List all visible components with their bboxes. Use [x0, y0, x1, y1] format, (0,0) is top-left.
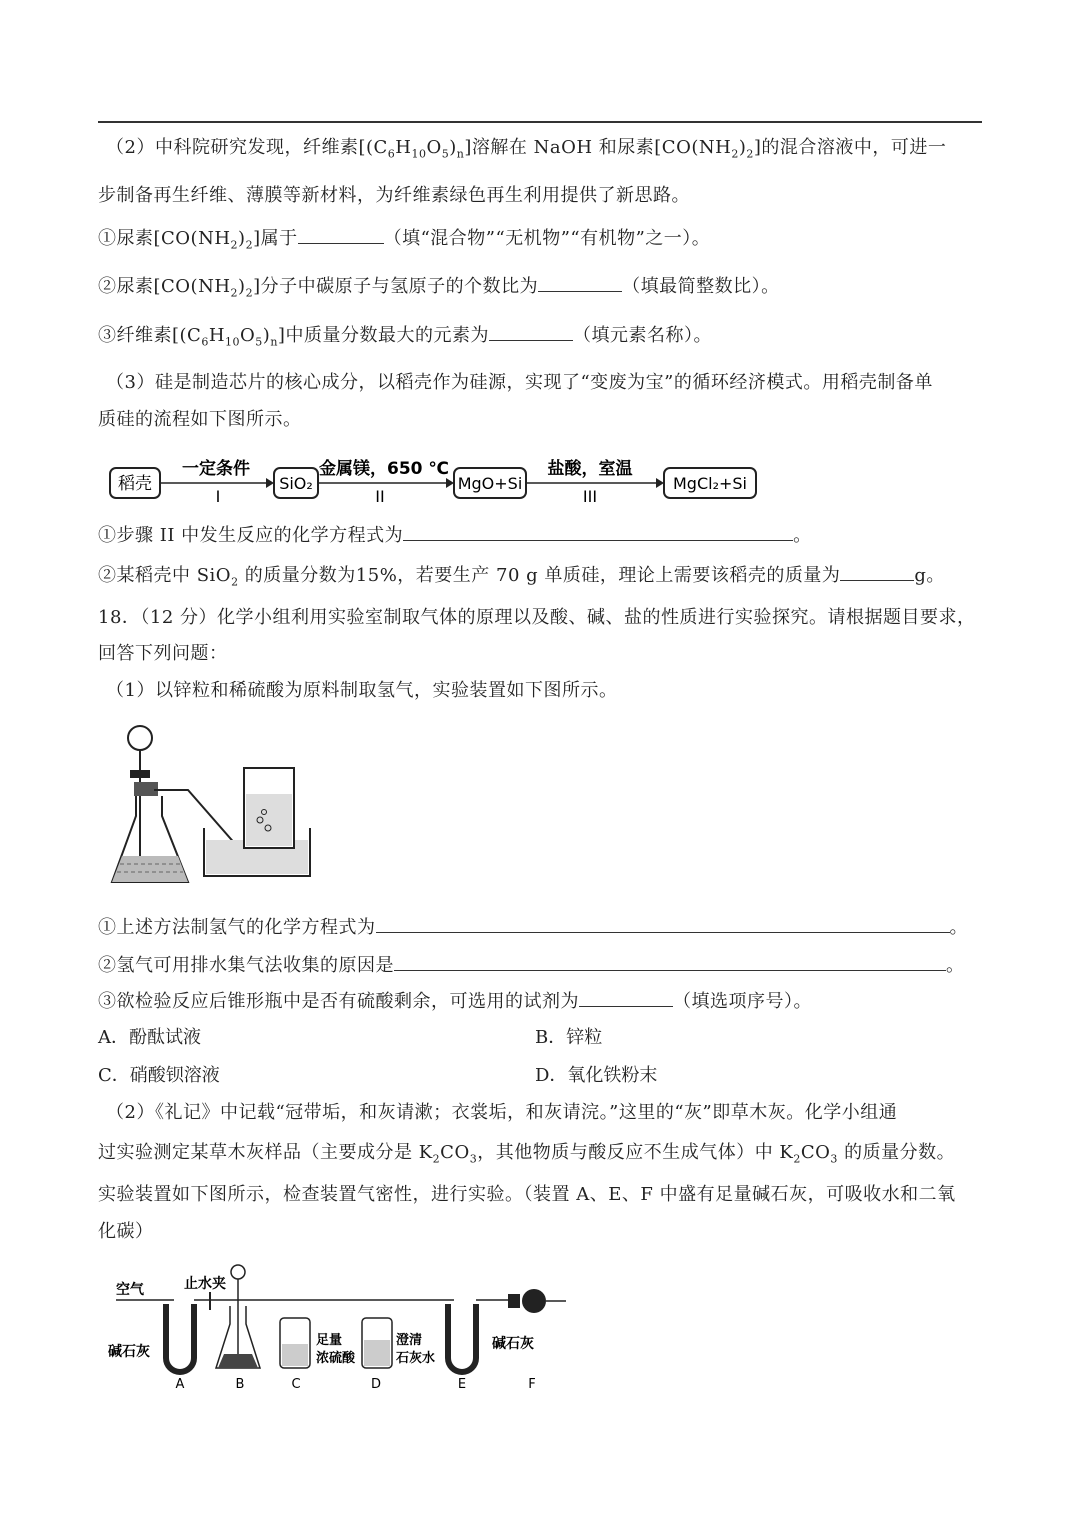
text: O [426, 137, 442, 158]
funnel-b [231, 1265, 245, 1279]
arrow-1-condition: 一定条件 [182, 459, 250, 479]
label-a: A [175, 1377, 185, 1392]
text: ②尿素[CO(NH [98, 276, 231, 297]
label-lime-d-1: 澄清 [396, 1333, 423, 1348]
arrow-2-condition: 金属镁，650 ℃ [319, 459, 449, 479]
u-tube-a [166, 1304, 194, 1372]
arrow-2-step: II [375, 487, 385, 506]
q17-2-line2: 步制备再生纤维、薄膜等新材料，为纤维素绿色再生利用提供了新思路。 [98, 185, 690, 206]
label-e: E [457, 1377, 467, 1392]
sub: n [456, 147, 465, 161]
label-air: 空气 [116, 1282, 144, 1298]
q17-3-sub1 [98, 522, 812, 548]
text: ) [449, 137, 457, 158]
text: ) [262, 325, 271, 346]
option-d[interactable]: D．氧化铁粉末 [535, 1065, 658, 1086]
q17-3-line2: 质硅的流程如下图所示。 [98, 409, 302, 430]
flow-box-4-label: MgCl₂+Si [673, 474, 747, 493]
sub: 10 [411, 147, 427, 161]
text: g。 [914, 565, 945, 586]
sub: 2 [432, 1152, 441, 1166]
answer-blank[interactable] [489, 322, 573, 341]
text: 的质量分数。 [837, 1142, 956, 1163]
arrowhead [656, 478, 664, 488]
text: ]属于 [253, 228, 298, 249]
stopcock [130, 770, 150, 778]
q17-3-sub2 [98, 562, 945, 595]
arrowhead [446, 478, 454, 488]
q18-1-intro: （1）以锌粒和稀硫酸为原料制取氢气，实验装置如下图所示。 [106, 680, 618, 701]
sub: 2 [231, 575, 239, 589]
label-acid-c-2: 浓硫酸 [316, 1351, 356, 1366]
label-acid-c-1: 足量 [316, 1333, 343, 1348]
jar-water [246, 794, 292, 846]
text: 的质量分数为15%，若要生产 70 g 单质硅，理论上需要该稻壳的质量为 [238, 565, 841, 586]
text: ③纤维素[(C [98, 325, 202, 346]
sub: 5 [255, 335, 263, 349]
label-soda-lime-e: 碱石灰 [492, 1336, 534, 1352]
text: 。 [946, 955, 965, 976]
flow-box-3-label: MgO+Si [457, 474, 523, 493]
q18-2-line2 [98, 1141, 955, 1172]
arrow-3-condition: 盐酸，室温 [547, 459, 633, 479]
label-b: B [235, 1377, 245, 1392]
sub: 3 [830, 1152, 838, 1166]
sub: 2 [793, 1152, 801, 1166]
text: ]的混合溶液中，可进一 [753, 137, 947, 158]
answer-blank[interactable] [403, 522, 793, 541]
text: ) [738, 137, 747, 158]
q18-1-sub1 [98, 914, 968, 940]
sub: 2 [746, 147, 754, 161]
text: ]溶解在 NaOH 和尿素[CO(NH [464, 137, 732, 158]
text: （填元素名称）。 [572, 325, 712, 346]
label-f: F [528, 1377, 536, 1392]
label-lime-d-2: 石灰水 [396, 1351, 436, 1366]
text: ②某稻壳中 SiO [98, 565, 232, 586]
q17-2-intro [106, 136, 946, 167]
text: （填最简整数比）。 [622, 276, 780, 297]
q18-2-line4: 化碳） [98, 1221, 154, 1242]
arrow-1-step: I [215, 487, 221, 506]
arrow-3-step: III [582, 487, 598, 506]
text: H [208, 325, 226, 346]
text: O [240, 325, 256, 346]
option-a[interactable]: A．酚酞试液 [98, 1027, 201, 1048]
answer-blank[interactable] [538, 273, 622, 292]
sub: 2 [245, 286, 254, 300]
q18-2-line3: 实验装置如下图所示，检查装置气密性，进行实验。（装置 A、E、F 中盛有足量碱石灰，可吸收水和二氧 [98, 1184, 956, 1205]
text: ]中质量分数最大的元素为 [277, 325, 489, 346]
answer-blank[interactable] [840, 562, 914, 581]
q18-line2: 回答下列问题： [98, 643, 228, 664]
hydrogen-apparatus-figure [104, 716, 324, 892]
text: ) [238, 276, 246, 297]
text: ③欲检验反应后锥形瓶中是否有硫酸剩余，可选用的试剂为 [98, 991, 579, 1012]
acid-liquid [112, 856, 188, 882]
text: 。 [949, 917, 968, 938]
q18-1-sub2 [98, 952, 965, 978]
text: ①尿素[CO(NH [98, 228, 231, 249]
text: （2）中科院研究发现，纤维素[(C [106, 137, 388, 158]
process-flow-diagram [108, 456, 768, 510]
label-c: C [291, 1377, 301, 1392]
answer-blank[interactable] [298, 225, 384, 244]
sub: 6 [387, 147, 396, 161]
drying-tube-f-stopper [508, 1294, 520, 1308]
text: H [395, 137, 412, 158]
option-c[interactable]: C．硝酸钡溶液 [98, 1065, 220, 1086]
sub: n [270, 335, 278, 349]
q18-line1: 18．（12 分）化学小组利用实验室制取气体的原理以及酸、碱、盐的性质进行实验探究。请根据题目要求， [98, 607, 976, 628]
flow-box-2-label: SiO₂ [279, 474, 313, 493]
q17-2-sub1 [98, 225, 710, 258]
limewater-d [364, 1340, 390, 1366]
top-rule [98, 121, 982, 123]
text: ②氢气可用排水集气法收集的原因是 [98, 955, 394, 976]
sub: 10 [225, 335, 241, 349]
acid-c [282, 1344, 308, 1366]
funnel-bulb [128, 726, 152, 750]
sub: 3 [469, 1152, 478, 1166]
label-clamp: 止水夹 [184, 1276, 226, 1292]
text: CO [800, 1142, 831, 1163]
text: ) [238, 228, 246, 249]
answer-blank[interactable] [579, 988, 673, 1007]
text: （填选项序号）。 [673, 991, 812, 1012]
text: 过实验测定某草木灰样品（主要成分是 K [98, 1142, 433, 1163]
sub: 6 [201, 335, 209, 349]
text: （填“混合物”“无机物”“有机物”之一）。 [383, 228, 711, 249]
q17-3-line1: （3）硅是制造芯片的核心成分，以稻壳作为硅源，实现了“变废为宝”的循环经济模式。用稻壳制备单 [106, 372, 933, 393]
flow-box-1-label: 稻壳 [118, 474, 152, 494]
text: ①步骤 II 中发生反应的化学方程式为 [98, 525, 404, 546]
q18-2-line1: （2）《礼记》中记载“冠带垢，和灰请漱；衣裳垢，和灰请浣。”这里的“灰”即草木灰。化学小组通 [106, 1102, 898, 1123]
text: 。 [793, 525, 812, 546]
q17-2-sub2 [98, 273, 780, 306]
answer-blank[interactable] [376, 914, 950, 933]
q17-2-sub3 [98, 322, 712, 355]
text: ①上述方法制氢气的化学方程式为 [98, 917, 376, 938]
label-d: D [370, 1377, 382, 1392]
sub: 2 [245, 238, 254, 252]
answer-blank[interactable] [394, 952, 946, 971]
text: ]分子中碳原子与氢原子的个数比为 [253, 276, 539, 297]
sub: 5 [441, 147, 450, 161]
label-soda-lime-a: 碱石灰 [108, 1344, 150, 1360]
u-tube-e [448, 1304, 476, 1372]
sub: 2 [230, 286, 239, 300]
sub: 2 [731, 147, 739, 161]
apparatus-a-to-f-figure [104, 1258, 574, 1398]
drying-tube-f [522, 1289, 546, 1313]
arrowhead [266, 478, 274, 488]
q18-1-sub3 [98, 988, 812, 1014]
option-b[interactable]: B．锌粒 [535, 1027, 603, 1048]
sub: 2 [230, 238, 239, 252]
sample-b [218, 1354, 258, 1368]
text: CO [440, 1142, 470, 1163]
text: ，其他物质与酸反应不生成气体）中 K [477, 1142, 794, 1163]
